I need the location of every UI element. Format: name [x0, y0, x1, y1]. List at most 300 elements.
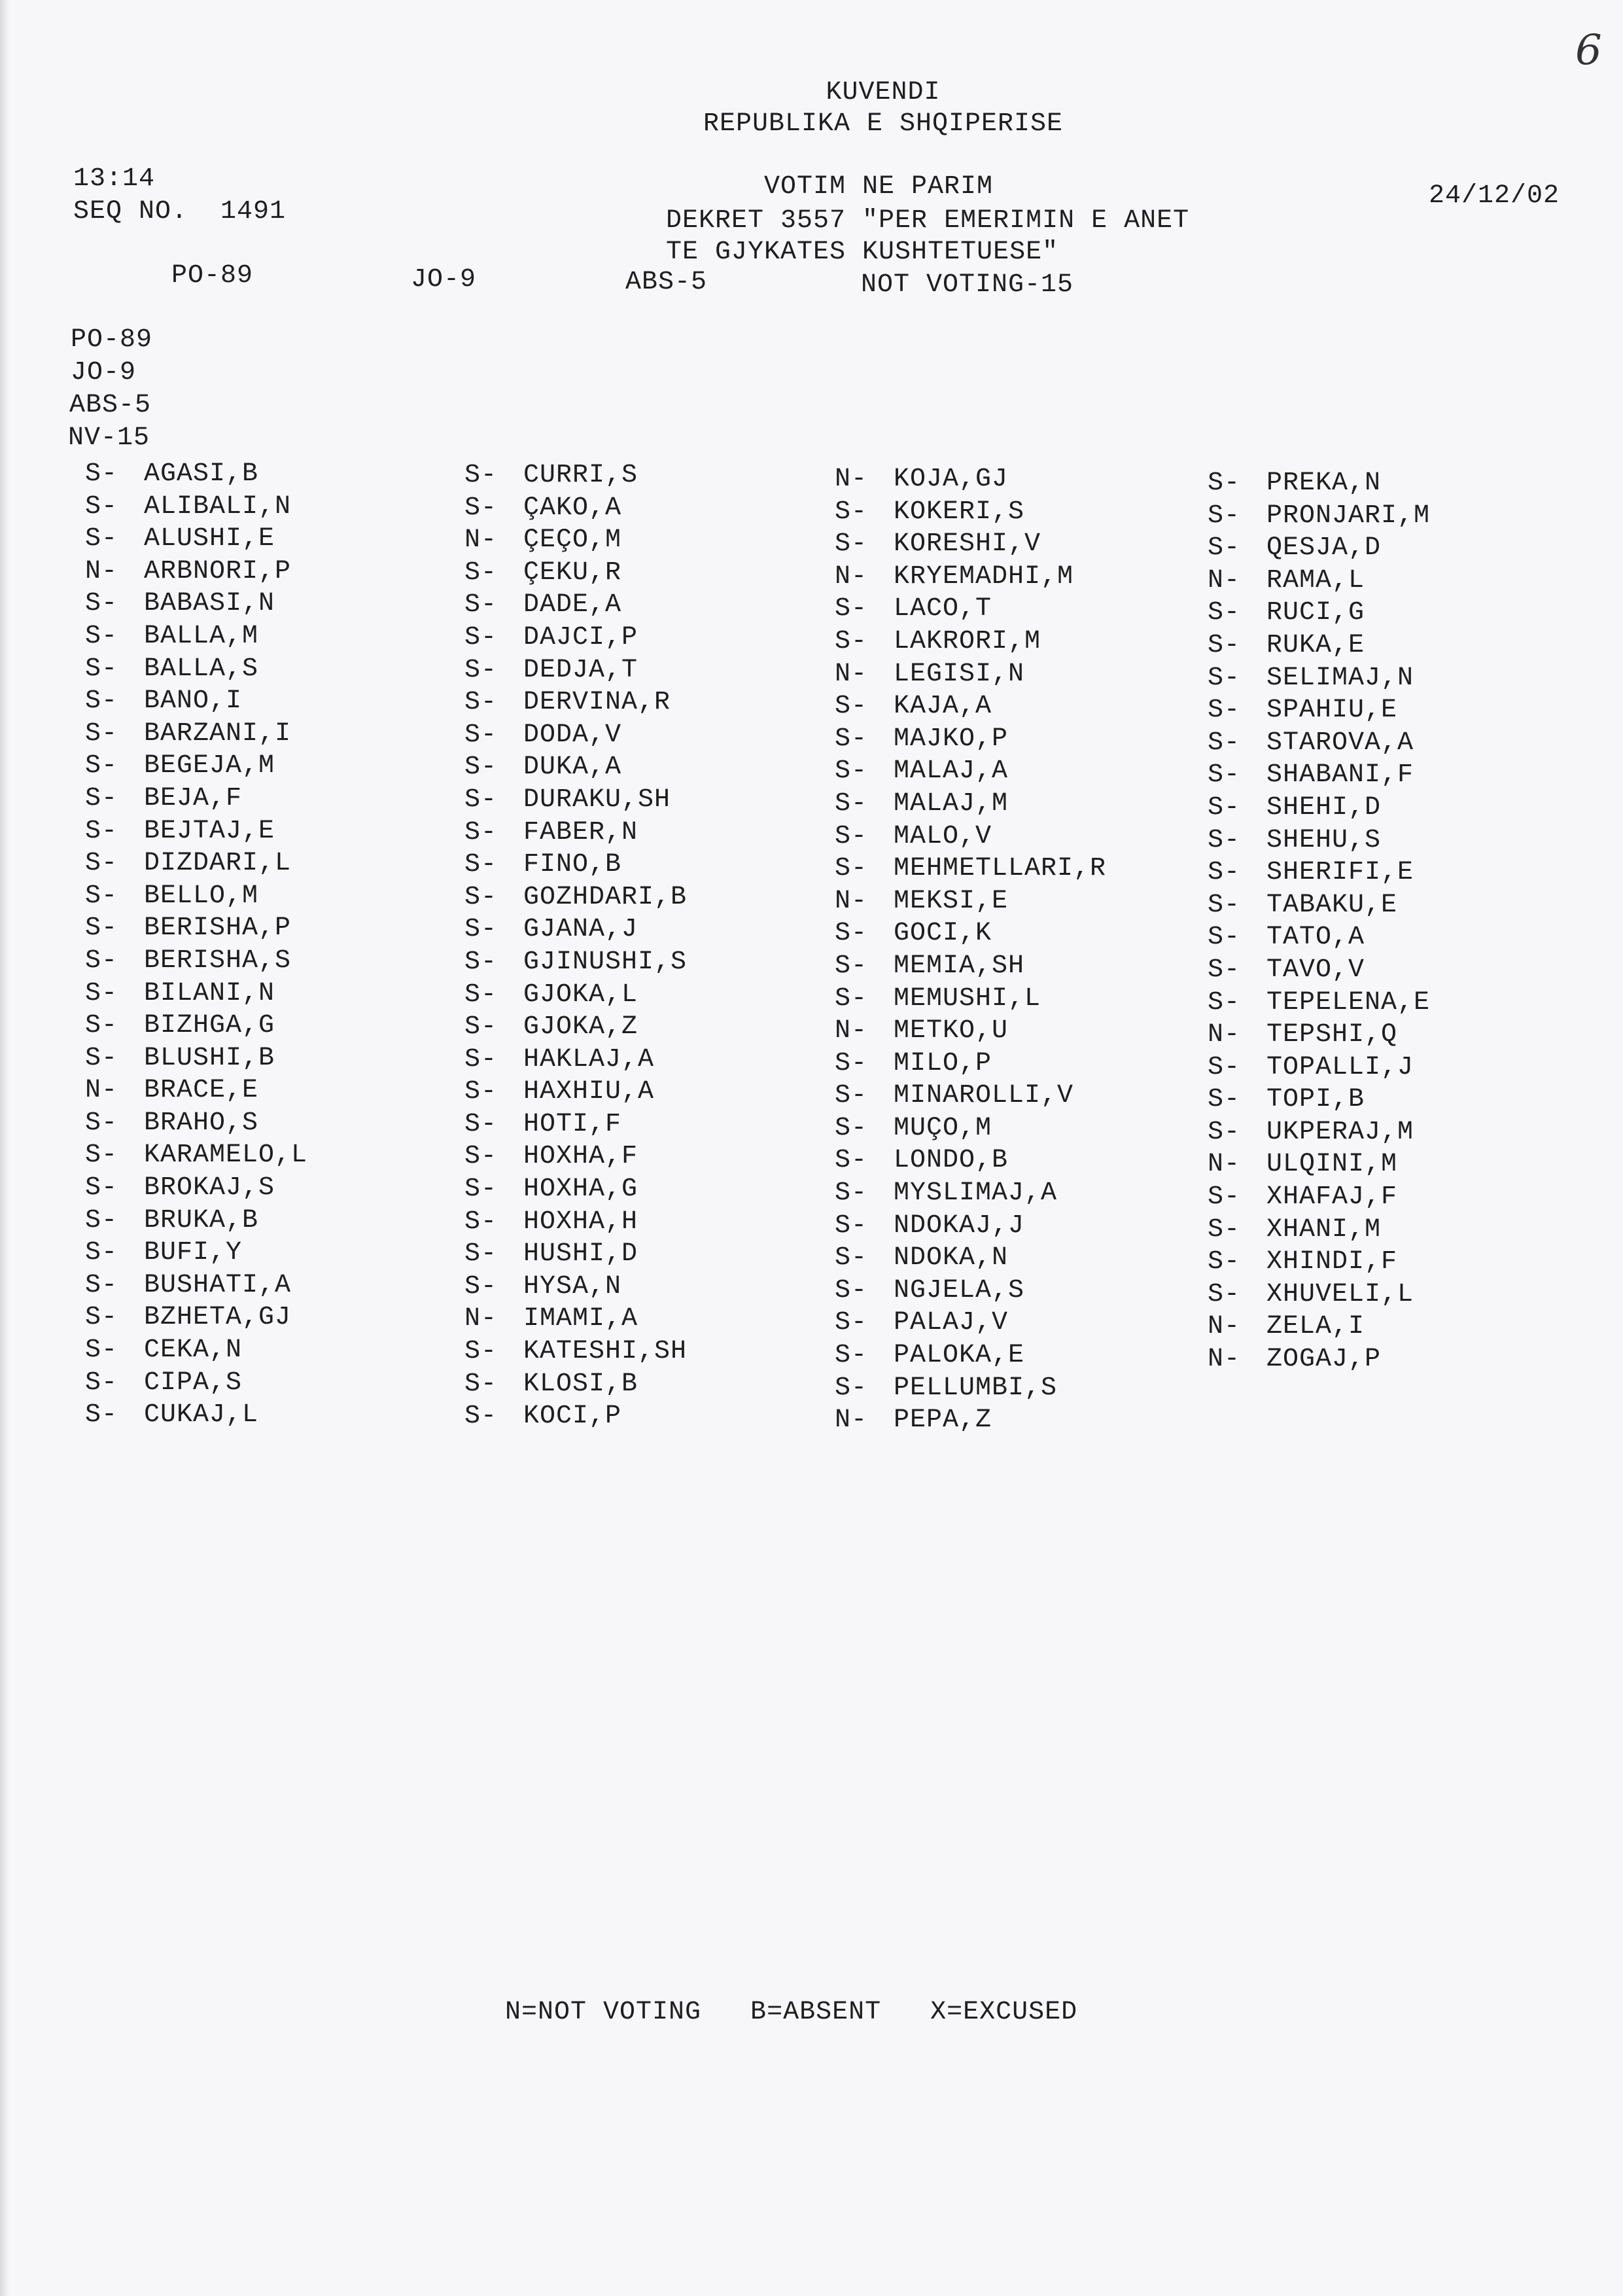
member-name: PRONJARI,M: [1266, 501, 1431, 531]
member-name: PALAJ,V: [894, 1308, 1009, 1338]
vote-code: S-: [85, 1303, 118, 1333]
member-name: KATESHI,SH: [523, 1337, 688, 1367]
vote-code: N-: [835, 561, 868, 592]
vote-code: S-: [464, 720, 498, 750]
vote-code: S-: [835, 594, 868, 624]
vote-code: S-: [835, 626, 868, 656]
vote-code: S-: [464, 882, 498, 912]
vote-entry: [835, 1275, 1106, 1307]
member-name: TATO,A: [1266, 923, 1365, 953]
vote-code: S-: [1208, 923, 1241, 953]
sequence-number: SEQ NO. 1491: [73, 197, 287, 226]
vote-code: S-: [464, 915, 498, 945]
member-name: BIZHGA,G: [144, 1011, 275, 1041]
vote-code: S-: [464, 1337, 498, 1367]
member-name: HAXHIU,A: [523, 1077, 655, 1107]
vote-entry: [464, 1044, 687, 1076]
member-name: ALIBALI,N: [144, 491, 292, 521]
vote-entry: [85, 1237, 307, 1269]
member-name: BEJA,F: [144, 783, 243, 813]
vote-entry: [464, 1108, 687, 1141]
vote-entry: [835, 788, 1106, 821]
vote-entry: [85, 491, 307, 523]
member-name: HUSHI,D: [523, 1239, 638, 1269]
vote-code: S-: [85, 1238, 118, 1268]
vote-code: S-: [1208, 598, 1241, 628]
vote-entry: [835, 1144, 1106, 1177]
vote-entry: [464, 979, 687, 1012]
member-name: BRACE,E: [144, 1076, 259, 1106]
vote-entry: [464, 1400, 687, 1433]
member-name: PEPA,Z: [894, 1405, 992, 1436]
member-name: NGJELA,S: [894, 1275, 1025, 1305]
vote-code: S-: [85, 621, 118, 651]
member-name: XHAFAJ,F: [1266, 1182, 1398, 1212]
vote-entry: [835, 755, 1106, 788]
vote-entry: [85, 1010, 307, 1042]
vote-code: S-: [835, 1210, 868, 1241]
vote-code: S-: [464, 752, 498, 783]
vote-code: S-: [85, 589, 118, 619]
vote-entry: [835, 593, 1106, 626]
vote-code: S-: [85, 1173, 118, 1203]
vote-code: S-: [835, 1113, 868, 1143]
vote-code: S-: [835, 756, 868, 786]
vote-entry: [85, 1399, 307, 1432]
member-name: BERISHA,P: [144, 913, 292, 944]
legend-line: N=NOT VOTING B=ABSENT X=EXCUSED: [505, 1998, 1078, 2027]
vote-code: S-: [1208, 825, 1241, 855]
vote-entry: [85, 653, 307, 686]
vote-code: S-: [85, 1011, 118, 1041]
member-name: HYSA,N: [523, 1271, 622, 1301]
member-name: MINAROLLI,V: [894, 1081, 1074, 1111]
vote-code: S-: [835, 1146, 868, 1176]
member-name: GJINUSHI,S: [523, 947, 688, 977]
vote-entry: [85, 1074, 307, 1107]
member-name: GOCI,K: [894, 919, 992, 949]
vote-entry: [85, 978, 307, 1010]
vote-code: S-: [464, 1077, 498, 1107]
vote-column-3: [835, 463, 1106, 1437]
member-name: RAMA,L: [1266, 565, 1365, 595]
vote-entry: [835, 658, 1106, 691]
vote-entry: [464, 1303, 687, 1335]
vote-entry: [464, 849, 687, 881]
vote-code: S-: [85, 1400, 118, 1430]
vote-code: N-: [1208, 1312, 1241, 1342]
vote-code: N-: [1208, 565, 1241, 595]
vote-entry: [464, 719, 687, 752]
member-name: CURRI,S: [523, 461, 638, 490]
vote-entry: [85, 1107, 307, 1140]
member-name: HOTI,F: [523, 1109, 622, 1139]
vote-code: N-: [464, 525, 498, 556]
member-name: BANO,I: [144, 686, 243, 716]
vote-code: S-: [85, 816, 118, 846]
vote-column-1: [85, 458, 307, 1432]
vote-code: S-: [1208, 890, 1241, 920]
vote-code: S-: [464, 461, 498, 490]
vote-entry: [85, 556, 307, 588]
member-name: SHEHU,S: [1266, 825, 1382, 855]
vote-code: S-: [464, 688, 498, 718]
vote-code: S-: [835, 1275, 868, 1305]
vote-code: N-: [1208, 1150, 1241, 1180]
vote-entry: [85, 718, 307, 751]
member-name: ALUSHI,E: [144, 524, 275, 554]
vote-code: S-: [1208, 760, 1241, 790]
member-name: HAKLAJ,A: [523, 1044, 655, 1074]
vote-entry: [1208, 1279, 1430, 1311]
member-name: BALLA,M: [144, 621, 259, 651]
vote-entry: [464, 654, 687, 687]
country-title: REPUBLIKA E SHQIPERISE: [703, 109, 1064, 139]
member-name: FINO,B: [523, 850, 622, 880]
vote-entry: [85, 880, 307, 913]
vote-entry: [1208, 1148, 1430, 1181]
vote-code: S-: [85, 783, 118, 813]
member-name: ZOGAJ,P: [1266, 1345, 1382, 1375]
vote-entry: [464, 1206, 687, 1239]
vote-entry: [835, 496, 1106, 529]
vote-code: S-: [835, 1341, 868, 1371]
member-name: SHABANI,F: [1266, 760, 1414, 790]
member-name: BILANI,N: [144, 978, 275, 1008]
member-name: NDOKA,N: [894, 1243, 1009, 1273]
vote-entry: [85, 685, 307, 718]
member-name: LEGISI,N: [894, 659, 1025, 689]
member-name: DURAKU,SH: [523, 785, 671, 815]
vote-code: S-: [1208, 696, 1241, 726]
vote-column-4: [1208, 467, 1430, 1376]
decree-title-line2: TE GJYKATES KUSHTETUESE": [666, 238, 1059, 267]
vote-code: S-: [464, 493, 498, 523]
vote-code: S-: [1208, 1052, 1241, 1082]
vote-code: S-: [835, 1308, 868, 1338]
vote-entry: [85, 1367, 307, 1400]
vote-entry: [464, 784, 687, 817]
vote-code: S-: [85, 1140, 118, 1171]
decree-title-line1: DEKRET 3557 "PER EMERIMIN E ANET: [666, 206, 1190, 236]
vote-code: S-: [464, 1239, 498, 1269]
vote-code: S-: [1208, 1182, 1241, 1212]
vote-code: S-: [85, 1043, 118, 1073]
vote-code: S-: [464, 785, 498, 815]
vote-code: S-: [85, 524, 118, 554]
vote-code: S-: [464, 1044, 498, 1074]
member-name: MALAJ,M: [894, 788, 1009, 819]
member-name: KOJA,GJ: [894, 465, 1009, 494]
vote-entry: [835, 1015, 1106, 1048]
vote-code: S-: [464, 655, 498, 685]
summary-jo: JO-9: [71, 358, 137, 387]
member-name: PELLUMBI,S: [894, 1373, 1058, 1403]
vote-code: S-: [1208, 1085, 1241, 1115]
vote-entry: [464, 557, 687, 590]
vote-entry: [835, 528, 1106, 561]
member-name: METKO,U: [894, 1016, 1009, 1046]
member-name: MALO,V: [894, 821, 992, 851]
member-name: SHERIFI,E: [1266, 858, 1414, 888]
member-name: BALLA,S: [144, 654, 259, 684]
member-name: MEHMETLLARI,R: [894, 854, 1107, 884]
member-name: RUCI,G: [1266, 598, 1365, 628]
vote-code: S-: [1208, 1117, 1241, 1147]
member-name: MEKSI,E: [894, 886, 1009, 916]
member-name: FABER,N: [523, 817, 638, 847]
vote-code: S-: [835, 788, 868, 819]
vote-entry: [464, 1140, 687, 1173]
vote-code: S-: [835, 529, 868, 559]
member-name: SHEHI,D: [1266, 792, 1382, 822]
vote-title: VOTIM NE PARIM: [764, 172, 994, 202]
member-name: CUKAJ,L: [144, 1400, 259, 1430]
member-name: ÇEKU,R: [523, 557, 622, 588]
totals-jo: JO-9: [411, 265, 477, 294]
vote-entry: [464, 1076, 687, 1108]
member-name: ZELA,I: [1266, 1312, 1365, 1342]
member-name: NDOKAJ,J: [894, 1210, 1025, 1241]
vote-entry: [835, 853, 1106, 885]
vote-entry: [85, 1205, 307, 1237]
vote-entry: [464, 459, 687, 492]
vote-entry: [85, 750, 307, 783]
vote-entry: [464, 1271, 687, 1303]
member-name: GJOKA,L: [523, 980, 638, 1010]
vote-code: N-: [1208, 1020, 1241, 1050]
member-name: BELLO,M: [144, 881, 259, 911]
vote-code: S-: [835, 497, 868, 527]
vote-code: S-: [835, 854, 868, 884]
vote-entry: [464, 1238, 687, 1271]
vote-code: S-: [85, 751, 118, 781]
vote-code: S-: [464, 1369, 498, 1399]
member-name: MUÇO,M: [894, 1113, 992, 1143]
member-name: DODA,V: [523, 720, 622, 750]
vote-entry: [835, 950, 1106, 983]
vote-code: S-: [835, 1081, 868, 1111]
vote-code: S-: [1208, 663, 1241, 693]
vote-entry: [1208, 1116, 1430, 1149]
vote-entry: [1208, 467, 1430, 500]
member-name: BARZANI,I: [144, 718, 292, 749]
vote-code: S-: [85, 881, 118, 911]
member-name: BLUSHI,B: [144, 1043, 275, 1073]
member-name: BZHETA,GJ: [144, 1303, 292, 1333]
vote-code: S-: [464, 817, 498, 847]
vote-entry: [85, 945, 307, 978]
vote-code: S-: [464, 1402, 498, 1432]
member-name: MYSLIMAJ,A: [894, 1178, 1058, 1209]
summary-abs: ABS-5: [69, 391, 152, 420]
vote-entry: [85, 1139, 307, 1172]
vote-code: S-: [85, 849, 118, 879]
vote-code: N-: [835, 886, 868, 916]
vote-entry: [1208, 1019, 1430, 1051]
member-name: ÇAKO,A: [523, 493, 622, 523]
vote-code: S-: [835, 692, 868, 722]
vote-entry: [464, 946, 687, 979]
vote-entry: [85, 1334, 307, 1367]
vote-code: S-: [85, 945, 118, 976]
vote-entry: [1208, 500, 1430, 533]
vote-code: S-: [464, 1012, 498, 1042]
vote-entry: [1208, 759, 1430, 792]
vote-code: S-: [835, 919, 868, 949]
member-name: KARAMELO,L: [144, 1140, 308, 1171]
vote-code: S-: [835, 821, 868, 851]
member-name: BERISHA,S: [144, 945, 292, 976]
member-name: PREKA,N: [1266, 468, 1382, 498]
vote-entry: [1208, 889, 1430, 922]
member-name: PALOKA,E: [894, 1341, 1025, 1371]
vote-code: S-: [85, 1205, 118, 1235]
vote-entry: [835, 1210, 1106, 1243]
member-name: DAJCI,P: [523, 622, 638, 652]
vote-entry: [835, 1307, 1106, 1339]
vote-entry: [835, 1112, 1106, 1145]
totals-po: PO-89: [171, 261, 254, 291]
vote-entry: [1208, 1311, 1430, 1343]
member-name: DIZDARI,L: [144, 849, 292, 879]
vote-code: S-: [85, 491, 118, 521]
vote-entry: [835, 626, 1106, 658]
member-name: LONDO,B: [894, 1146, 1009, 1176]
member-name: MALAJ,A: [894, 756, 1009, 786]
member-name: TABAKU,E: [1266, 890, 1398, 920]
member-name: ULQINI,M: [1266, 1150, 1398, 1180]
vote-entry: [464, 589, 687, 622]
vote-code: N-: [464, 1304, 498, 1334]
vote-entry: [85, 620, 307, 653]
member-name: HOXHA,H: [523, 1207, 638, 1237]
vote-entry: [1208, 921, 1430, 954]
member-name: DERVINA,R: [523, 688, 671, 718]
vote-code: S-: [85, 1270, 118, 1300]
vote-entry: [85, 523, 307, 556]
member-name: XHINDI,F: [1266, 1247, 1398, 1277]
vote-code: S-: [464, 850, 498, 880]
vote-entry: [85, 1301, 307, 1334]
vote-entry: [835, 1048, 1106, 1080]
member-name: SELIMAJ,N: [1266, 663, 1414, 693]
member-name: LAKRORI,M: [894, 626, 1041, 656]
vote-entry: [835, 690, 1106, 723]
vote-entry: [1208, 1246, 1430, 1279]
vote-code: N-: [835, 465, 868, 494]
vote-code: S-: [85, 459, 118, 489]
member-name: XHANI,M: [1266, 1214, 1382, 1245]
vote-entry: [1208, 1214, 1430, 1246]
vote-code: S-: [464, 980, 498, 1010]
vote-code: S-: [835, 951, 868, 981]
member-name: CIPA,S: [144, 1368, 243, 1398]
vote-entry: [1208, 694, 1430, 727]
vote-code: N-: [85, 556, 118, 586]
member-name: TEPELENA,E: [1266, 987, 1431, 1017]
vote-code: S-: [85, 1335, 118, 1366]
vote-entry: [1208, 597, 1430, 629]
vote-code: S-: [464, 590, 498, 620]
vote-entry: [1208, 824, 1430, 857]
member-name: MILO,P: [894, 1048, 992, 1078]
member-name: KOCI,P: [523, 1402, 622, 1432]
vote-code: S-: [1208, 955, 1241, 985]
vote-code: S-: [464, 1109, 498, 1139]
member-name: RUKA,E: [1266, 630, 1365, 660]
vote-code: N-: [835, 1016, 868, 1046]
vote-code: S-: [464, 1271, 498, 1301]
handwritten-page-number: 6: [1575, 26, 1602, 75]
vote-entry: [85, 458, 307, 491]
vote-code: S-: [1208, 728, 1241, 758]
vote-code: S-: [464, 1207, 498, 1237]
vote-entry: [1208, 987, 1430, 1019]
member-name: HOXHA,F: [523, 1142, 638, 1172]
member-name: ÇEÇO,M: [523, 525, 622, 556]
vote-code: N-: [1208, 1345, 1241, 1375]
vote-entry: [464, 817, 687, 849]
vote-entry: [835, 821, 1106, 853]
vote-entry: [835, 1080, 1106, 1112]
member-name: BROKAJ,S: [144, 1173, 275, 1203]
org-title: KUVENDI: [826, 78, 941, 107]
vote-entry: [1208, 727, 1430, 760]
vote-code: S-: [464, 622, 498, 652]
vote-entry: [835, 463, 1106, 496]
vote-time: 13:14: [73, 164, 156, 194]
vote-code: S-: [85, 686, 118, 716]
vote-code: S-: [835, 1048, 868, 1078]
vote-entry: [1208, 857, 1430, 889]
vote-entry: [464, 1368, 687, 1401]
member-name: KOKERI,S: [894, 497, 1025, 527]
member-name: MAJKO,P: [894, 724, 1009, 754]
vote-code: S-: [835, 1178, 868, 1209]
vote-entry: [835, 983, 1106, 1016]
vote-entry: [464, 492, 687, 525]
vote-entry: [835, 885, 1106, 918]
vote-code: N-: [835, 659, 868, 689]
vote-entry: [464, 524, 687, 557]
totals-abs: ABS-5: [625, 268, 708, 297]
member-name: TAVO,V: [1266, 955, 1365, 985]
member-name: KRYEMADHI,M: [894, 561, 1074, 592]
vote-entry: [85, 1172, 307, 1205]
member-name: LACO,T: [894, 594, 992, 624]
member-name: UKPERAJ,M: [1266, 1117, 1414, 1147]
vote-code: S-: [1208, 533, 1241, 563]
vote-code: N-: [835, 1405, 868, 1436]
vote-entry: [835, 1177, 1106, 1210]
vote-code: S-: [835, 1373, 868, 1403]
vote-date: 24/12/02: [1429, 181, 1560, 211]
vote-code: S-: [464, 1142, 498, 1172]
vote-entry: [85, 588, 307, 620]
vote-entry: [835, 917, 1106, 950]
vote-entry: [464, 686, 687, 719]
vote-entry: [835, 723, 1106, 756]
vote-entry: [1208, 792, 1430, 824]
member-name: TEPSHI,Q: [1266, 1020, 1398, 1050]
member-name: AGASI,B: [144, 459, 259, 489]
vote-entry: [464, 881, 687, 914]
member-name: GOZHDARI,B: [523, 882, 688, 912]
vote-entry: [1208, 1051, 1430, 1084]
vote-code: S-: [1208, 858, 1241, 888]
totals-not-voting: NOT VOTING-15: [861, 270, 1074, 300]
